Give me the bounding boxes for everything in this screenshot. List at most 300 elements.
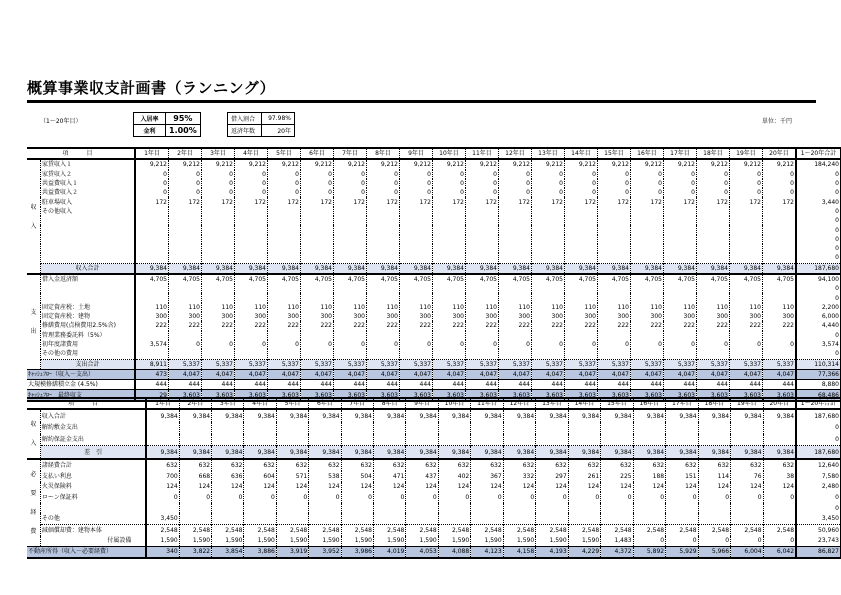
cell-value: 9,384 [202, 263, 235, 274]
cell-value: 4,047 [268, 369, 301, 379]
cell-value [499, 349, 532, 359]
cell-value: 444 [565, 380, 598, 390]
cell-value: 0 [601, 492, 633, 503]
cell-value [433, 293, 466, 302]
cell-value: 172 [631, 197, 664, 206]
cell-value: 0 [466, 188, 499, 197]
cell-value [169, 207, 202, 216]
cell-value: 4,705 [763, 274, 797, 284]
total-header: 1～20年合計 [796, 398, 840, 409]
row-label: その他 [40, 513, 146, 524]
table-row [27, 235, 841, 244]
cell-value [664, 225, 697, 234]
year-header: 5年目 [276, 398, 308, 409]
cell-value [400, 253, 433, 263]
cell-value: 222 [565, 321, 598, 330]
table-row [27, 293, 841, 302]
cell-value [135, 235, 169, 244]
year-header: 14年目 [568, 398, 600, 409]
cell-value: 222 [169, 321, 202, 330]
cell-value: 2,548 [276, 524, 308, 535]
cell-value: 9,384 [698, 446, 730, 459]
cell-value [179, 422, 211, 434]
cell-value: 110 [664, 303, 697, 312]
interest-value: 1.00% [166, 125, 201, 137]
cell-value: 1,590 [244, 536, 276, 547]
cell-value: 3,603 [202, 390, 235, 401]
cell-value: 4,705 [664, 274, 697, 284]
cell-value: 0 [235, 179, 268, 188]
year-header: 20年目 [763, 148, 797, 159]
cell-value: 4,705 [631, 274, 664, 284]
cell-value: 471 [373, 471, 405, 482]
page-title: 概算事業収支計画書（ランニング） [27, 79, 276, 97]
cell-value: 571 [276, 471, 308, 482]
cell-value: 300 [631, 312, 664, 321]
cell-value [664, 284, 697, 293]
cell-value [631, 216, 664, 225]
cell-value: 0 [731, 492, 763, 503]
cell-value [664, 331, 697, 340]
year-header: 6年目 [301, 148, 334, 159]
cell-value: 9,384 [471, 446, 503, 459]
cell-value: 0 [503, 492, 535, 503]
row-label: その他の費用 [41, 349, 136, 359]
cell-value [598, 244, 631, 253]
cell-value: 0 [763, 492, 796, 503]
cell-value [730, 349, 763, 359]
cell-value: 5,337 [235, 359, 268, 369]
cell-value [536, 503, 568, 514]
cell-value [268, 284, 301, 293]
cell-value: 0 [202, 170, 235, 179]
row-total: 0 [796, 349, 841, 359]
cell-value [631, 207, 664, 216]
cell-value [633, 422, 665, 434]
table-row [27, 312, 841, 321]
cell-value: 9,384 [666, 409, 698, 422]
cell-value [373, 422, 405, 434]
cell-value [212, 513, 244, 524]
occupancy-value: 95% [166, 113, 201, 125]
row-total: 110,314 [796, 359, 841, 369]
income-statement-table [27, 397, 841, 559]
cell-value [466, 225, 499, 234]
cell-value [499, 235, 532, 244]
cell-value [268, 253, 301, 263]
cell-value: 444 [202, 380, 235, 390]
cell-value [666, 434, 698, 446]
cell-value: 3,952 [309, 547, 341, 558]
cell-value: 5,337 [367, 359, 400, 369]
cell-value [631, 253, 664, 263]
row-label: 共益費収入２ [41, 188, 136, 197]
cell-value: 4,047 [730, 369, 763, 379]
cell-value: 5,337 [664, 359, 697, 369]
cell-value [179, 513, 211, 524]
year-header: 20年目 [763, 398, 796, 409]
cell-value [598, 235, 631, 244]
cell-value [406, 434, 438, 446]
year-header: 13年目 [532, 148, 565, 159]
cell-value [532, 216, 565, 225]
year-header: 4年目 [235, 148, 268, 159]
cell-value [244, 513, 276, 524]
cell-value [664, 349, 697, 359]
row-total: 0 [796, 253, 841, 263]
row-total: 4,440 [796, 321, 841, 330]
cell-value: 9,384 [146, 409, 179, 422]
cell-value: 3,603 [169, 390, 202, 401]
cell-value: 5,892 [633, 547, 665, 558]
cell-value: 300 [169, 312, 202, 321]
cell-value [763, 422, 796, 434]
cell-value: 29 [135, 390, 169, 401]
cell-value [301, 284, 334, 293]
row-total: 86,827 [796, 547, 840, 558]
cell-value: 9,384 [341, 409, 373, 422]
cell-value: 4,705 [301, 274, 334, 284]
cell-value [367, 293, 400, 302]
row-total: 0 [796, 492, 840, 503]
cell-value [730, 235, 763, 244]
cell-value: 300 [433, 312, 466, 321]
cell-value [202, 253, 235, 263]
row-label: 火災保険料 [40, 482, 146, 493]
cell-value: 4,193 [536, 547, 568, 558]
cell-value [135, 225, 169, 234]
cell-value: 9,384 [466, 263, 499, 274]
cell-value: 1,590 [309, 536, 341, 547]
cell-value: 124 [212, 482, 244, 493]
cell-value [731, 503, 763, 514]
cell-value: 300 [235, 312, 268, 321]
cell-value: 5,337 [400, 359, 433, 369]
cell-value [406, 422, 438, 434]
cell-value [400, 349, 433, 359]
cell-value [601, 434, 633, 446]
row-label: 支出合計 [41, 359, 136, 369]
cell-value: 0 [179, 492, 211, 503]
expense-side-label-char: 経 [30, 509, 37, 517]
loan-params [227, 112, 295, 137]
cell-value: 300 [135, 312, 169, 321]
row-label: 固定資産税：建物 [41, 312, 136, 321]
cell-value: 300 [301, 312, 334, 321]
cell-value: 9,384 [373, 409, 405, 422]
cell-value: 1,590 [438, 536, 470, 547]
table-row [27, 274, 841, 284]
cell-value: 4,705 [565, 274, 598, 284]
cell-value: 300 [730, 312, 763, 321]
cell-value: 402 [438, 471, 470, 482]
cell-value: 124 [179, 482, 211, 493]
cell-value: 2,548 [536, 524, 568, 535]
cell-value: 9,384 [763, 409, 796, 422]
cell-value [499, 225, 532, 234]
year-header: 16年目 [633, 398, 665, 409]
cell-value: 4,019 [373, 547, 405, 558]
cell-value: 1,590 [471, 536, 503, 547]
cell-value: 444 [730, 380, 763, 390]
cell-value: 222 [532, 321, 565, 330]
cell-value: 632 [763, 459, 796, 471]
cell-value: 4,372 [601, 547, 633, 558]
cell-value: 0 [433, 340, 466, 349]
cell-value [763, 225, 797, 234]
cell-value: 0 [301, 179, 334, 188]
row-label: 固定資産税：土地 [41, 303, 136, 312]
cell-value: 9,384 [400, 263, 433, 274]
row-label: 諸経費合計 [40, 459, 146, 471]
cell-value [334, 244, 367, 253]
row-total: 0 [796, 284, 841, 293]
cell-value [169, 331, 202, 340]
table-row [27, 446, 841, 459]
row-label: ｷｬｯｼｭﾌﾛｰ 最終収支 [27, 390, 135, 401]
cell-value: 0 [367, 340, 400, 349]
cell-value [334, 331, 367, 340]
cell-value: 110 [334, 303, 367, 312]
cell-value: 5,337 [532, 359, 565, 369]
cell-value: 4,047 [433, 369, 466, 379]
cell-value: 0 [664, 179, 697, 188]
cell-value [433, 284, 466, 293]
cell-value: 2,548 [146, 524, 179, 535]
cell-value: 2,548 [633, 524, 665, 535]
cell-value: 9,384 [276, 409, 308, 422]
cell-value [433, 216, 466, 225]
cell-value [400, 284, 433, 293]
year-header: 11年目 [471, 398, 503, 409]
cell-value: 9,384 [532, 263, 565, 274]
cell-value: 2,548 [179, 524, 211, 535]
cell-value: 0 [631, 340, 664, 349]
cell-value [367, 349, 400, 359]
cell-value: 172 [664, 197, 697, 206]
cell-value [466, 349, 499, 359]
cell-value: 9,212 [664, 159, 697, 169]
table-row [27, 349, 841, 359]
year-header: 13年目 [536, 398, 568, 409]
cell-value: 5,337 [169, 359, 202, 369]
cell-value [373, 434, 405, 446]
year-header: 7年目 [341, 398, 373, 409]
cell-value: 2,548 [698, 524, 730, 535]
cell-value: 151 [666, 471, 698, 482]
cell-value: 632 [633, 459, 665, 471]
cell-value: 0 [697, 188, 730, 197]
cell-value: 9,384 [406, 446, 438, 459]
cell-value: 9,384 [601, 446, 633, 459]
cell-value: 9,384 [731, 446, 763, 459]
cell-value [301, 293, 334, 302]
row-label: 支払い利息 [40, 471, 146, 482]
cell-value: 5,337 [499, 359, 532, 369]
cell-value: 9,384 [633, 446, 665, 459]
cell-value [731, 434, 763, 446]
cell-value: 1,590 [276, 536, 308, 547]
cell-value: 5,337 [763, 359, 797, 369]
year-header: 10年目 [433, 148, 466, 159]
year-header: 16年目 [631, 148, 664, 159]
cell-value [568, 503, 600, 514]
cell-value: 4,705 [598, 274, 631, 284]
cell-value [135, 284, 169, 293]
income-side-label-char: 収 [30, 421, 37, 429]
cell-value: 3,574 [135, 340, 169, 349]
cell-value [730, 331, 763, 340]
cell-value: 9,384 [146, 446, 179, 459]
cell-value [244, 422, 276, 434]
cell-value: 300 [202, 312, 235, 321]
cell-value: 222 [433, 321, 466, 330]
cell-value: 632 [568, 459, 600, 471]
cell-value: 0 [202, 340, 235, 349]
cell-value: 4,705 [169, 274, 202, 284]
cell-value [235, 331, 268, 340]
cell-value [212, 503, 244, 514]
cell-value [212, 434, 244, 446]
cell-value [202, 284, 235, 293]
cell-value [697, 225, 730, 234]
table-header-row [27, 398, 841, 409]
cell-value: 222 [697, 321, 730, 330]
cell-value: 367 [471, 471, 503, 482]
cell-value [763, 216, 797, 225]
cell-value: 172 [598, 197, 631, 206]
cell-value: 3,603 [466, 390, 499, 401]
cell-value: 110 [565, 303, 598, 312]
cell-value: 0 [334, 340, 367, 349]
cell-value: 1,590 [503, 536, 535, 547]
item-header: 項 目 [27, 148, 135, 159]
cell-value [179, 503, 211, 514]
cell-value [598, 207, 631, 216]
cell-value [730, 216, 763, 225]
cell-value [598, 253, 631, 263]
cell-value: 444 [763, 380, 797, 390]
cell-value: 9,384 [179, 446, 211, 459]
cell-value: 3,603 [433, 390, 466, 401]
unit-label: 単位：千円 [762, 118, 793, 125]
row-total: 0 [796, 331, 841, 340]
cell-value [235, 253, 268, 263]
cell-value: 0 [301, 170, 334, 179]
table-row [27, 188, 841, 197]
cell-value: 9,212 [433, 159, 466, 169]
cell-value [235, 349, 268, 359]
cell-value: 0 [334, 188, 367, 197]
cell-value: 110 [466, 303, 499, 312]
row-label: 収入合計 [40, 409, 146, 422]
cell-value: 0 [763, 188, 797, 197]
cell-value [135, 349, 169, 359]
interest-label: 金利 [134, 125, 166, 137]
cell-value: 172 [202, 197, 235, 206]
cell-value: 1,590 [568, 536, 600, 547]
table-row [27, 409, 841, 422]
cell-value: 9,384 [697, 263, 730, 274]
cell-value: 4,705 [499, 274, 532, 284]
row-label [41, 216, 136, 225]
repay-years-value: 20年 [262, 125, 295, 137]
cell-value [135, 293, 169, 302]
cell-value [664, 216, 697, 225]
cell-value: 0 [565, 188, 598, 197]
cell-value [235, 235, 268, 244]
cell-value: 4,705 [730, 274, 763, 284]
cell-value [433, 244, 466, 253]
cell-value [666, 513, 698, 524]
cell-value: 3,986 [341, 547, 373, 558]
row-total: 0 [796, 244, 841, 253]
cell-value: 172 [763, 197, 797, 206]
cell-value [169, 235, 202, 244]
cell-value [301, 253, 334, 263]
cell-value: 172 [697, 197, 730, 206]
cell-value: 300 [565, 312, 598, 321]
cell-value: 110 [367, 303, 400, 312]
cell-value: 222 [598, 321, 631, 330]
cell-value: 632 [698, 459, 730, 471]
year-header: 19年目 [730, 148, 763, 159]
cell-value: 0 [268, 340, 301, 349]
cell-value: 9,384 [212, 409, 244, 422]
cell-value: 172 [135, 197, 169, 206]
row-total: 0 [796, 225, 841, 234]
cell-value [400, 331, 433, 340]
cell-value: 5,337 [466, 359, 499, 369]
cell-value [400, 235, 433, 244]
cell-value: 4,158 [503, 547, 535, 558]
cell-value [301, 235, 334, 244]
cell-value: 4,047 [169, 369, 202, 379]
cell-value: 9,384 [309, 409, 341, 422]
cell-value: 1,590 [179, 536, 211, 547]
cell-value: 0 [400, 340, 433, 349]
cell-value [367, 225, 400, 234]
cell-value: 0 [631, 188, 664, 197]
cell-value: 0 [598, 170, 631, 179]
cell-value: 632 [438, 459, 470, 471]
row-label [41, 284, 136, 293]
cell-value: 0 [568, 492, 600, 503]
cell-value: 444 [268, 380, 301, 390]
cell-value: 5,929 [666, 547, 698, 558]
cell-value: 5,337 [433, 359, 466, 369]
cell-value [367, 207, 400, 216]
cell-value [301, 349, 334, 359]
cell-value: 444 [697, 380, 730, 390]
cell-value: 668 [179, 471, 211, 482]
year-header: 9年目 [406, 398, 438, 409]
cell-value [763, 244, 797, 253]
cell-value: 1,590 [212, 536, 244, 547]
cell-value [503, 422, 535, 434]
cell-value: 3,603 [763, 390, 797, 401]
cell-value [698, 422, 730, 434]
table-row [27, 547, 841, 558]
cell-value: 2,548 [244, 524, 276, 535]
cell-value: 0 [301, 188, 334, 197]
cell-value: 9,212 [400, 159, 433, 169]
year-header: 3年目 [212, 398, 244, 409]
cell-value: 2,548 [309, 524, 341, 535]
cell-value [763, 434, 796, 446]
cell-value: 110 [598, 303, 631, 312]
income-side-label-char: 入 [30, 440, 37, 448]
